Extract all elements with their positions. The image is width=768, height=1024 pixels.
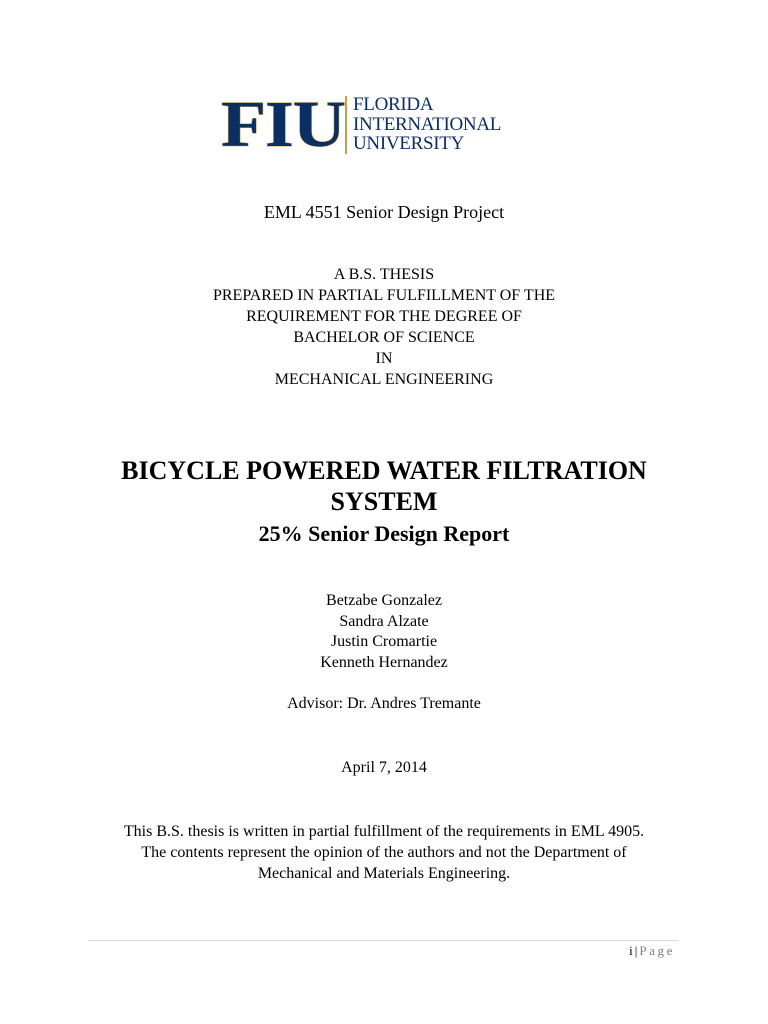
document-subtitle: 25% Senior Design Report (258, 521, 510, 546)
page-label: Page (639, 943, 675, 958)
author-list (0, 591, 768, 673)
fiu-logo-mark: FIU (221, 88, 345, 161)
thesis-line: REQUIREMENT FOR THE DEGREE OF (246, 308, 522, 325)
disclaimer-line: This B.S. thesis is written in partial fulfillment of the requirements in EML 4905. (123, 823, 645, 840)
title-line: SYSTEM (330, 487, 438, 516)
author-name: Justin Cromartie (330, 633, 438, 650)
thesis-line: PREPARED IN PARTIAL FULFILLMENT OF THE (212, 287, 556, 304)
page-number: i (629, 943, 633, 958)
footer-divider (88, 940, 678, 941)
author-name: Kenneth Hernandez (320, 653, 448, 671)
disclaimer-line: Mechanical and Materials Engineering. (257, 865, 511, 882)
logo-divider (345, 96, 347, 154)
author-name: Betzabe Gonzalez (326, 592, 442, 609)
logo-line-1: FLORIDA (353, 94, 434, 115)
thesis-line: A B.S. THESIS (333, 266, 435, 283)
thesis-statement (0, 264, 768, 390)
course-heading: EML 4551 Senior Design Project (263, 202, 505, 222)
thesis-line: IN (375, 350, 393, 367)
advisor: Advisor: Dr. Andres Tremante (287, 695, 481, 712)
disclaimer-line: The contents represent the opinion of the authors and not the Department of (141, 844, 627, 861)
page-footer (629, 942, 675, 960)
document-title (0, 455, 768, 517)
logo-line-2: INTERNATIONAL (353, 113, 502, 135)
logo-line-3: UNIVERSITY (353, 133, 464, 154)
disclaimer (0, 821, 768, 884)
author-name: Sandra Alzate (339, 612, 429, 630)
fiu-logo-wordmark (353, 95, 501, 154)
page-separator: | (634, 943, 638, 958)
thesis-line: MECHANICAL ENGINEERING (274, 371, 494, 388)
title-line: BICYCLE POWERED WATER FILTRATION (121, 456, 647, 485)
document-date: April 7, 2014 (341, 759, 427, 776)
thesis-line: BACHELOR OF SCIENCE (293, 329, 475, 346)
fiu-logo (221, 88, 521, 161)
